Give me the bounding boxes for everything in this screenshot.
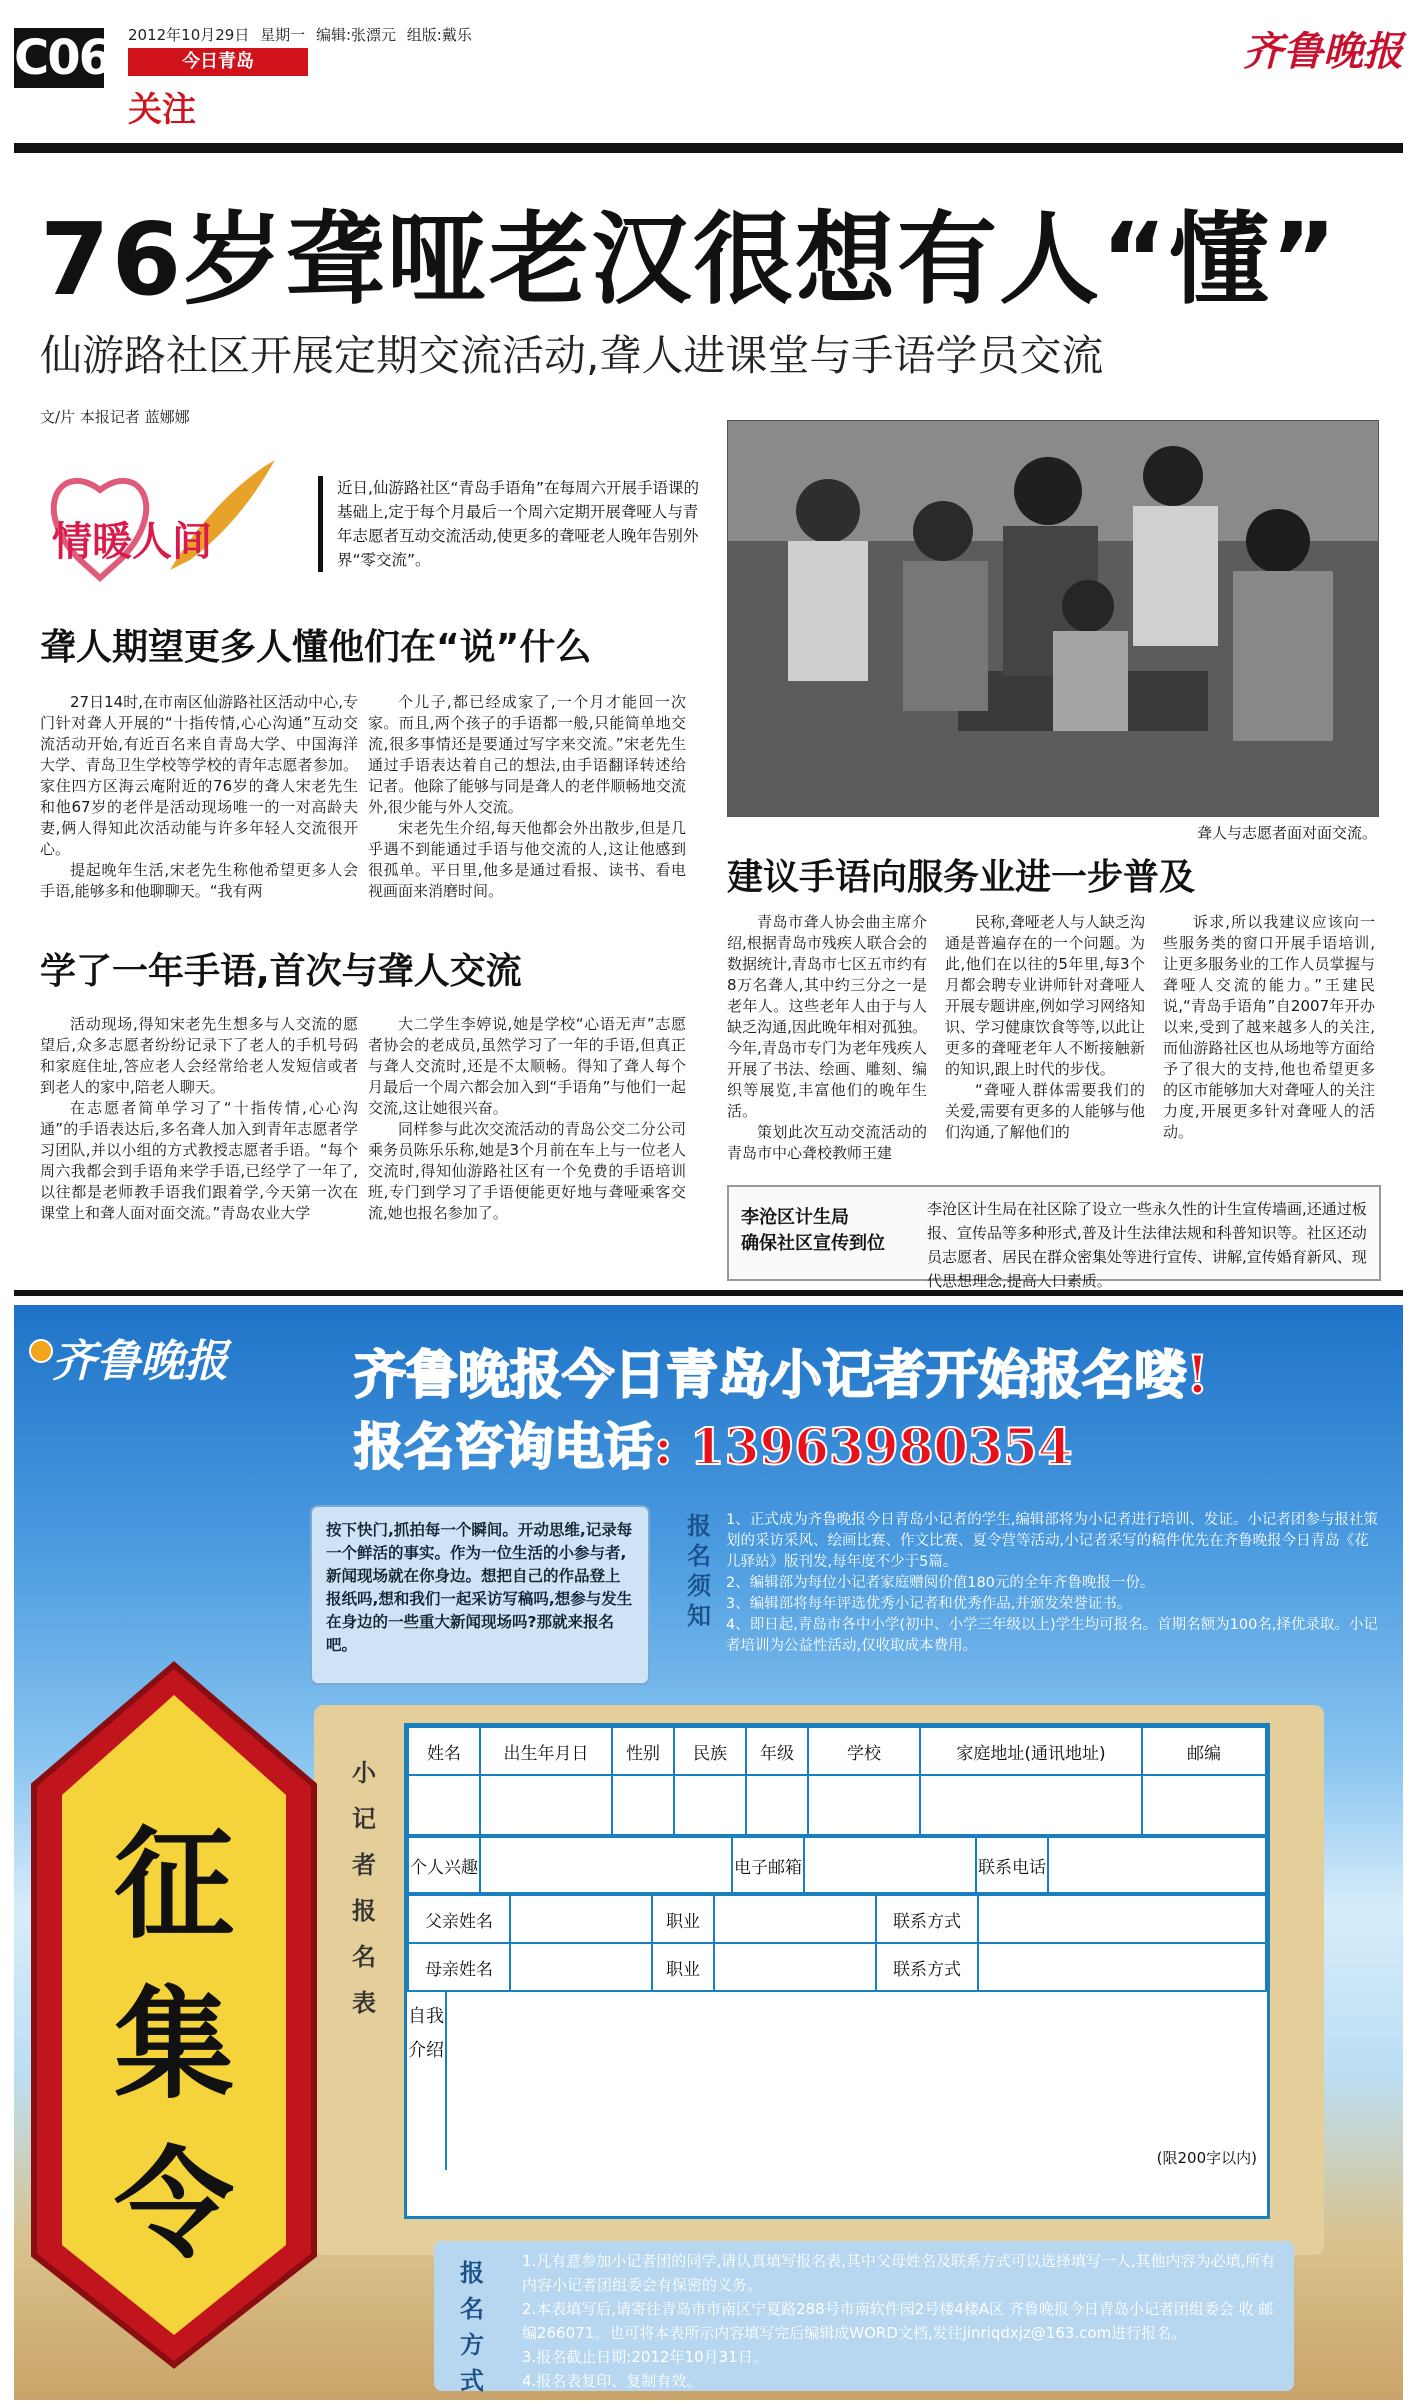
gender-field[interactable] (612, 1775, 674, 1835)
form-table-2 (407, 1836, 1267, 1894)
issue-weekday: 星期一 (260, 26, 306, 44)
ad-intro: 按下快门,抓拍每一个瞬间。开动思维,记录每一个鲜活的事实。作为一位生活的小参与者,新闻现场就在你身边。想把自己的作品登上报纸吗,想和我们一起采访写稿吗,想参与发生在身边的一些重大新闻现场吗?那就来报名吧。 (310, 1505, 650, 1685)
col-header-birth: 出生年月日 (480, 1727, 612, 1775)
registration-item: 4.报名表复印、复制有效。 (522, 2372, 702, 2390)
section-3-col-2 (945, 912, 1145, 1143)
section-3-col-3 (1163, 912, 1375, 1143)
paragraph: 策划此次互动交流活动的青岛市中心聋校教师王建 (727, 1123, 927, 1162)
paragraph: 同样参与此次交流活动的青岛公交二分公司乘务员陈乐乐称,她是3个月前在车上与一位老人交流时,得知仙游路社区有一个免费的手语培训班,专门到学习了手语便能更好地与聋哑乘客交流,她也报名参加了。 (368, 1120, 686, 1222)
self-intro-area (407, 1992, 1267, 2174)
section-bar: 今日青岛 (128, 48, 308, 76)
interest-field[interactable] (480, 1837, 732, 1893)
notice-item: 4、即日起,青岛市各中小学(初中、小学三年级以上)学生均可报名。首期名额为100名,择优录取。小记者培训为公益性活动,仅收取成本费用。 (726, 1617, 1378, 1654)
email-label: 电子邮箱 (732, 1837, 804, 1893)
father-job-label: 职业 (652, 1895, 714, 1943)
sun-logo-icon (28, 1331, 54, 1375)
mother-label: 母亲姓名 (408, 1943, 510, 1991)
col-header-grade: 年级 (746, 1727, 808, 1775)
issue-date: 2012年10月29日 (128, 26, 250, 44)
paragraph: “聋哑人群体需要我们的关爱,需要有更多的人能够与他们沟通,了解他们的 (945, 1081, 1145, 1141)
byline: 文/片 本报记者 蓝娜娜 (40, 408, 190, 426)
photo-volunteers-image (728, 421, 1378, 816)
form-label: 小记者报名表 (352, 1759, 376, 2017)
self-intro-field[interactable] (449, 1992, 1267, 2170)
birth-field[interactable] (480, 1775, 612, 1835)
notice-item: 2、编辑部为每位小记者家庭赠阅价值180元的全年齐鲁晚报一份。 (726, 1575, 1155, 1591)
column-logo-text: 情暖人间 (52, 518, 212, 565)
paragraph: 活动现场,得知宋老先生想多与人交流的愿望后,众多志愿者纷纷记录下了老人的手机号码和家庭住址,答应老人会经常给老人发短信或者到老人的家中,陪老人聊天。 (40, 1015, 358, 1096)
headline: 76岁聋哑老汉很想有人“懂” (40, 201, 1339, 318)
email-field[interactable] (804, 1837, 976, 1893)
subheadline: 仙游路社区开展定期交流活动,聋人进课堂与手语学员交流 (40, 331, 1104, 380)
school-field[interactable] (808, 1775, 920, 1835)
paragraph: 在志愿者简单学习了“十指传情,心心沟通”的手语表达后,多名聋人加入到青年志愿者学习团队,并以小组的方式教授志愿者手语。“每个周六我都会到手语角来学手语,已经学了一年了,以往都是老师教手语我们跟着学,今天第一次在课堂上和聋人面对面交流。”青岛农业大学 (40, 1099, 358, 1222)
notice-item: 1、正式成为齐鲁晚报今日青岛小记者的学生,编辑部将为小记者进行培训、发证。小记者团参与报社策划的采访采风、绘画比赛、作文比赛、夏令营等活动,小记者采写的稿件优先在齐鲁晚报今日青岛《花儿驿站》版刊发,每年度不少于5篇。 (726, 1512, 1378, 1570)
registration-item: 2.本表填写后,请寄往青岛市市南区宁夏路288号市南软件园2号楼4楼A区 齐鲁晚报今日青岛小记者团组委会 收 邮编266071。也可将本表所示内容填写完后编辑成WORD文档,发往jinriqdxjz@163.com进行报名。 (522, 2300, 1274, 2342)
photo-caption: 聋人与志愿者面对面交流。 (1196, 824, 1377, 842)
paragraph: 民称,聋哑老人与人缺乏沟通是普遍存在的一个问题。为此,他们在以往的5年里,每3个月都会聘专业讲师针对聋哑人开展专题讲座,例如学习网络知识、学习健康饮食等等,以此让更多的聋哑老年人不断接触新的知识,跟上时代的步伐。 (945, 913, 1145, 1078)
paragraph: 个儿子,都已经成家了,一个月才能回一次家。而且,两个孩子的手语都一般,只能简单地交流,很多事情还是要通过写字来交流。”宋老先生通过手语表达着自己的想法,由手语翻译转述给记者。他除了能够与同是聋人的老伴顺畅地交流外,很少能与外人交流。 (368, 693, 686, 816)
zhengjiling-banner (14, 1655, 334, 2375)
father-label: 父亲姓名 (408, 1895, 510, 1943)
section-heading-3: 建议手语向服务业进一步普及 (727, 857, 1196, 898)
mother-contact-field[interactable] (978, 1943, 1266, 1991)
banner-text: 征集令 (114, 1814, 234, 2275)
interest-label: 个人兴趣 (408, 1837, 480, 1893)
form-table (407, 1726, 1267, 1836)
notice-label: 报名须知 (687, 1512, 711, 1630)
ad-divider (14, 1290, 1403, 1296)
mother-field[interactable] (510, 1943, 652, 1991)
phone-field[interactable] (1048, 1837, 1266, 1893)
lead-paragraph: 近日,仙游路社区“青岛手语角”在每周六开展手语课的基础上,定于每个月最后一个周六定期开展聋哑人与青年志愿者互动交流活动,使更多的聋哑老人晚年告别外界“零交流”。 (318, 476, 707, 572)
registration-method-label: 报名方式 (460, 2259, 484, 2395)
page-number: C06 (14, 30, 111, 86)
phone-label: 联系电话 (976, 1837, 1048, 1893)
newspaper-logo: 齐鲁晚报 (1243, 28, 1403, 75)
name-field[interactable] (408, 1775, 480, 1835)
ad-phone: 报名咨询电话: 13963980354 (354, 1417, 1073, 1476)
ad-title: 齐鲁晚报今日青岛小记者开始报名喽! (354, 1345, 1209, 1406)
recruitment-ad (14, 1305, 1403, 2400)
address-field[interactable] (920, 1775, 1142, 1835)
col-header-ethnicity: 民族 (674, 1727, 746, 1775)
side-news-title-line-2: 确保社区宣传到位 (741, 1233, 885, 1254)
registration-item: 3.报名截止日期:2012年10月31日。 (522, 2348, 768, 2366)
notice-list (726, 1510, 1381, 1657)
self-intro-label: 自我介绍 (407, 1992, 447, 2170)
article-photo (727, 420, 1379, 817)
side-news-title (741, 1205, 885, 1257)
top-rule (14, 143, 1403, 153)
column-logo (40, 450, 290, 600)
grade-field[interactable] (746, 1775, 808, 1835)
registration-item: 1.凡有意参加小记者团的同学,请认真填写报名表,其中父母姓名及联系方式可以选择填写一人,其他内容为必填,所有内容小记者团组委会有保密的义务。 (522, 2252, 1276, 2294)
editor-credit: 编辑:张漂元 (315, 26, 396, 44)
section-2-col-1 (40, 1014, 358, 1224)
father-contact-field[interactable] (978, 1895, 1266, 1943)
section-1-col-1 (40, 692, 358, 902)
paragraph: 宋老先生介绍,每天他都会外出散步,但是几乎遇不到能通过手语与他交流的人,这让他感到很孤单。平日里,他多是通过看报、读书、看电视画面来消磨时间。 (368, 819, 686, 900)
paragraph: 诉求,所以我建议应该向一些服务类的窗口开展手语培训,让更多服务业的工作人员掌握与聋哑人交流的能力。”王建民说,“青岛手语角”自2007年开办以来,受到了越来越多人的关注,而仙游路社区也从场地等方面给予了很大的支持,他也希望更多的区市能够加大对聋哑人的关注力度,开展更多针对聋哑人的活动。 (1163, 913, 1375, 1141)
zip-field[interactable] (1142, 1775, 1266, 1835)
col-header-zip: 邮编 (1142, 1727, 1266, 1775)
section-heading-2: 学了一年手语,首次与聋人交流 (40, 951, 522, 992)
ethnicity-field[interactable] (674, 1775, 746, 1835)
col-header-address: 家庭地址(通讯地址) (920, 1727, 1142, 1775)
section-heading-1: 聋人期望更多人懂他们在“说”什么 (40, 627, 592, 668)
registration-form (404, 1723, 1270, 2219)
layout-credit: 组版:戴乐 (406, 26, 472, 44)
form-table-3 (407, 1894, 1267, 1992)
mother-contact-label: 联系方式 (876, 1943, 978, 1991)
section-1-col-2 (368, 692, 686, 902)
ad-brand: 齐鲁晚报 (52, 1336, 228, 1387)
side-news-box (727, 1185, 1381, 1290)
father-contact-label: 联系方式 (876, 1895, 978, 1943)
father-field[interactable] (510, 1895, 652, 1943)
section-title: 关注 (128, 90, 196, 130)
side-news-body: 李沧区计生局在社区除了设立一些永久性的计生宣传墙画,还通过板报、宣传品等多种形式,普及计生法律法规和科普知识等。社区还动员志愿者、居民在群众密集处等进行宣传、讲解,宣传婚育新风、现代思想理念,提高人口素质。 (927, 1200, 1367, 1290)
page-meta (128, 24, 472, 45)
paragraph: 青岛市聋人协会曲主席介绍,根据青岛市残疾人联合会的数据统计,青岛市七区五市约有8万名聋人,其中约三分之一是老年人。这些老年人由于与人缺乏沟通,因此晚年相对孤独。今年,青岛市专门为老年残疾人开展了书法、绘画、雕刻、编织等展览,丰富他们的晚年生活。 (727, 913, 927, 1120)
registration-method-list (522, 2249, 1282, 2393)
col-header-school: 学校 (808, 1727, 920, 1775)
mother-job-label: 职业 (652, 1943, 714, 1991)
side-news-title-line-1: 李沧区计生局 (741, 1207, 849, 1228)
paragraph: 27日14时,在市南区仙游路社区活动中心,专门针对聋人开展的“十指传情,心心沟通”互动交流活动开始,有近百名来自青岛大学、中国海洋大学、青岛卫生学校等学校的青年志愿者参加。家住四方区海云庵附近的76岁的聋人宋老先生和他67岁的老伴是活动现场唯一的一对高龄夫妻,俩人得知此次活动能与许多年轻人交流很开心。 (40, 693, 358, 858)
paragraph: 大二学生李婷说,她是学校“心语无声”志愿者协会的老成员,虽然学习了一年的手语,但真正与聋人交流时,还是不太顺畅。得知了聋人每个月最后一个周六都会加入到“手语角”与他们一起交流,这让她很兴奋。 (368, 1015, 686, 1117)
section-2-col-2 (368, 1014, 686, 1224)
father-job-field[interactable] (714, 1895, 876, 1943)
section-3-col-1 (727, 912, 927, 1164)
col-header-name: 姓名 (408, 1727, 480, 1775)
col-header-gender: 性别 (612, 1727, 674, 1775)
self-intro-limit: (限200字以内) (1156, 2149, 1257, 2167)
notice-item: 3、编辑部将每年评选优秀小记者和优秀作品,并颁发荣誉证书。 (726, 1596, 1132, 1612)
paragraph: 提起晚年生活,宋老先生称他希望更多人会手语,能够多和他聊聊天。“我有两 (40, 861, 358, 900)
mother-job-field[interactable] (714, 1943, 876, 1991)
